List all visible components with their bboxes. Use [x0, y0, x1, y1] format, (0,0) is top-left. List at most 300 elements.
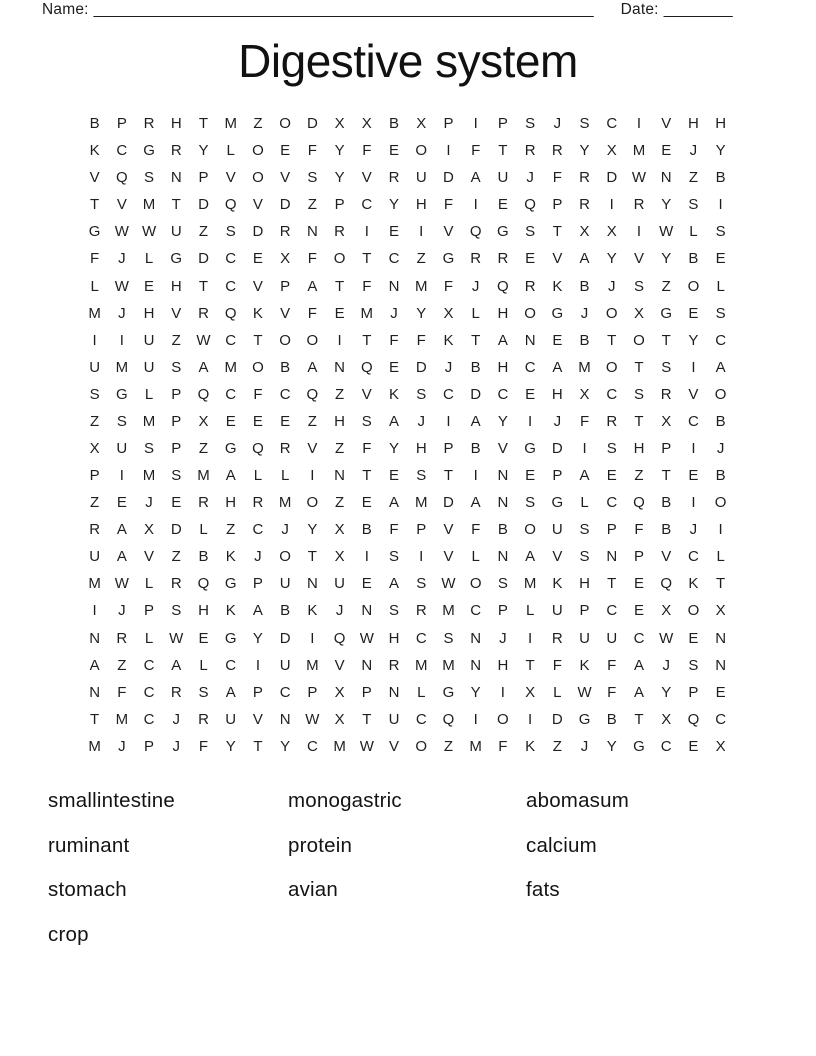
- word-bank-item: monogastric: [288, 789, 402, 812]
- grid-letter: D: [279, 196, 291, 214]
- grid-letter: P: [198, 169, 209, 187]
- grid-row: [81, 462, 735, 489]
- grid-letter: C: [715, 710, 727, 728]
- grid-letter: G: [143, 142, 155, 160]
- grid-letter: I: [473, 467, 478, 485]
- grid-letter: F: [552, 169, 562, 187]
- grid-letter: L: [471, 548, 480, 566]
- grid-letter: A: [307, 358, 318, 376]
- grid-letter: V: [361, 169, 372, 187]
- grid-letter: E: [552, 331, 563, 349]
- grid-letter: J: [689, 142, 698, 160]
- grid-letter: F: [307, 304, 317, 322]
- grid-letter: T: [198, 115, 209, 133]
- grid-letter: X: [633, 304, 644, 322]
- grid-letter: V: [252, 196, 263, 214]
- grid-letter: I: [473, 196, 478, 214]
- grid-letter: C: [606, 602, 618, 620]
- grid-letter: F: [253, 385, 263, 403]
- grid-letter: N: [89, 629, 101, 647]
- grid-letter: Y: [389, 439, 400, 457]
- grid-letter: E: [661, 142, 672, 160]
- grid-letter: E: [280, 142, 291, 160]
- grid-letter: H: [225, 494, 237, 512]
- grid-letter: U: [579, 629, 590, 647]
- grid-letter: E: [225, 412, 236, 430]
- grid-letter: C: [143, 710, 155, 728]
- grid-letter: T: [471, 331, 481, 349]
- grid-letter: Z: [443, 737, 454, 755]
- grid-letter: S: [579, 115, 590, 133]
- grid-letter: D: [443, 169, 454, 187]
- grid-letter: W: [359, 629, 374, 647]
- grid-letter: Q: [442, 710, 455, 728]
- grid-letter: V: [144, 548, 155, 566]
- grid-row: [81, 300, 735, 327]
- grid-letter: W: [114, 575, 129, 593]
- grid-row: [81, 354, 735, 381]
- grid-letter: R: [388, 169, 400, 187]
- word-bank-item: abomasum: [526, 789, 630, 812]
- grid-letter: C: [660, 737, 672, 755]
- grid-letter: S: [633, 385, 644, 403]
- grid-letter: W: [359, 737, 374, 755]
- grid-letter: S: [633, 277, 644, 295]
- grid-letter: S: [525, 223, 536, 241]
- grid-letter: Y: [606, 737, 617, 755]
- grid-letter: C: [252, 521, 264, 539]
- grid-letter: J: [608, 277, 616, 295]
- grid-letter: Y: [280, 737, 291, 755]
- grid-letter: I: [119, 467, 124, 485]
- grid-letter: K: [552, 277, 563, 295]
- word-bank-item: ruminant: [48, 833, 130, 857]
- grid-letter: P: [280, 277, 291, 295]
- grid-letter: V: [497, 439, 508, 457]
- grid-letter: W: [196, 331, 211, 349]
- grid-letter: H: [688, 115, 699, 133]
- grid-letter: E: [171, 494, 182, 512]
- grid-letter: O: [252, 142, 264, 160]
- grid-letter: O: [333, 250, 346, 268]
- grid-letter: M: [360, 304, 374, 322]
- grid-letter: P: [144, 737, 155, 755]
- grid-letter: R: [524, 142, 536, 160]
- grid-letter: P: [443, 439, 454, 457]
- grid-letter: U: [606, 629, 618, 647]
- grid-letter: E: [525, 467, 536, 485]
- grid-letter: X: [715, 737, 726, 755]
- grid-letter: B: [715, 169, 726, 187]
- grid-letter: U: [551, 521, 563, 539]
- grid-letter: M: [88, 575, 101, 593]
- grid-letter: A: [715, 358, 726, 376]
- grid-letter: M: [224, 358, 237, 376]
- grid-letter: I: [92, 331, 97, 349]
- grid-letter: H: [497, 656, 509, 674]
- grid-letter: G: [224, 439, 237, 457]
- grid-letter: F: [443, 277, 454, 295]
- grid-letter: K: [252, 304, 263, 322]
- grid-letter: T: [253, 737, 263, 755]
- grid-letter: D: [415, 358, 427, 376]
- grid-letter: L: [226, 142, 235, 160]
- grid-letter: K: [525, 737, 536, 755]
- grid-letter: S: [416, 385, 427, 403]
- worksheet-header: [42, 1, 733, 19]
- grid-letter: D: [279, 629, 291, 647]
- grid-letter: A: [225, 467, 236, 485]
- grid-row: [81, 245, 735, 272]
- grid-letter: P: [497, 115, 508, 133]
- grid-letter: Z: [334, 385, 345, 403]
- grid-letter: Z: [307, 412, 317, 430]
- grid-letter: X: [661, 412, 672, 430]
- grid-letter: I: [528, 412, 533, 430]
- grid-letter: G: [442, 250, 455, 268]
- grid-letter: E: [606, 467, 617, 485]
- grid-letter: W: [659, 223, 674, 241]
- grid-letter: B: [579, 331, 590, 349]
- grid-letter: I: [446, 142, 451, 160]
- grid-letter: G: [442, 683, 455, 701]
- grid-row: [81, 570, 735, 597]
- grid-letter: Z: [688, 169, 698, 187]
- grid-letter: C: [415, 629, 427, 647]
- grid-letter: K: [89, 142, 100, 160]
- grid-letter: C: [497, 385, 509, 403]
- grid-letter: A: [497, 331, 508, 349]
- grid-letter: I: [364, 223, 369, 241]
- grid-letter: E: [144, 277, 155, 295]
- grid-letter: Q: [224, 196, 237, 214]
- grid-letter: R: [633, 196, 645, 214]
- grid-letter: S: [171, 467, 182, 485]
- grid-letter: X: [416, 115, 427, 133]
- grid-letter: K: [225, 602, 236, 620]
- grid-row: [81, 489, 735, 516]
- grid-letter: F: [579, 412, 590, 430]
- grid-letter: Q: [252, 439, 264, 457]
- grid-letter: R: [170, 683, 182, 701]
- grid-letter: S: [307, 169, 318, 187]
- grid-letter: I: [337, 331, 342, 349]
- word-bank-item: stomach: [48, 878, 127, 901]
- grid-letter: W: [577, 683, 592, 701]
- grid-letter: S: [198, 683, 209, 701]
- grid-letter: Y: [470, 683, 481, 701]
- grid-letter: X: [89, 439, 100, 457]
- grid-row: [81, 435, 735, 462]
- grid-letter: C: [470, 602, 482, 620]
- grid-letter: A: [470, 169, 481, 187]
- grid-letter: P: [416, 521, 427, 539]
- grid-letter: A: [116, 548, 127, 566]
- grid-letter: K: [552, 575, 563, 593]
- word-search-grid: [81, 110, 735, 760]
- grid-letter: T: [198, 277, 209, 295]
- grid-letter: S: [497, 575, 508, 593]
- grid-letter: T: [362, 250, 372, 268]
- grid-letter: O: [252, 169, 264, 187]
- grid-letter: P: [361, 683, 372, 701]
- grid-letter: A: [579, 250, 590, 268]
- grid-letter: Y: [198, 142, 209, 160]
- grid-letter: V: [280, 304, 291, 322]
- grid-letter: T: [525, 656, 535, 674]
- grid-letter: T: [607, 331, 617, 349]
- grid-letter: Q: [524, 196, 536, 214]
- grid-letter: T: [552, 223, 562, 241]
- grid-letter: Q: [687, 710, 700, 728]
- grid-letter: C: [225, 331, 237, 349]
- grid-letter: C: [143, 656, 155, 674]
- grid-letter: E: [688, 304, 699, 322]
- grid-letter: Z: [661, 277, 671, 295]
- grid-row: [81, 597, 735, 624]
- word-bank-item: smallintestine: [48, 789, 175, 812]
- grid-letter: S: [89, 385, 100, 403]
- grid-letter: Q: [469, 223, 482, 241]
- grid-letter: S: [715, 304, 726, 322]
- grid-letter: V: [688, 385, 699, 403]
- grid-letter: K: [389, 385, 400, 403]
- grid-letter: C: [225, 385, 237, 403]
- grid-letter: J: [118, 737, 126, 755]
- grid-letter: V: [443, 548, 454, 566]
- grid-letter: C: [388, 250, 400, 268]
- grid-letter: L: [199, 656, 208, 674]
- grid-letter: Y: [661, 250, 672, 268]
- grid-letter: U: [116, 439, 128, 457]
- grid-letter: T: [90, 710, 100, 728]
- grid-letter: P: [443, 115, 454, 133]
- grid-letter: J: [390, 304, 398, 322]
- grid-letter: T: [607, 575, 617, 593]
- grid-letter: C: [225, 250, 237, 268]
- grid-letter: V: [252, 277, 263, 295]
- grid-letter: N: [470, 629, 482, 647]
- grid-letter: O: [469, 575, 482, 593]
- grid-letter: A: [252, 602, 263, 620]
- grid-letter: I: [419, 223, 424, 241]
- grid-letter: G: [224, 575, 237, 593]
- grid-letter: F: [607, 656, 617, 674]
- word-bank-item: protein: [288, 833, 353, 857]
- grid-letter: F: [607, 683, 617, 701]
- grid-letter: L: [716, 548, 725, 566]
- grid-letter: F: [90, 250, 100, 268]
- grid-letter: V: [552, 548, 563, 566]
- grid-letter: O: [605, 304, 618, 322]
- grid-letter: L: [144, 250, 154, 268]
- grid-letter: R: [470, 250, 482, 268]
- grid-letter: R: [143, 115, 155, 133]
- grid-letter: Y: [715, 142, 726, 160]
- grid-letter: S: [171, 602, 182, 620]
- grid-letter: E: [116, 494, 127, 512]
- grid-row: [81, 624, 735, 651]
- grid-letter: H: [198, 602, 209, 620]
- grid-letter: G: [633, 737, 645, 755]
- grid-letter: J: [417, 412, 425, 430]
- grid-letter: W: [305, 710, 320, 728]
- grid-letter: B: [661, 494, 672, 512]
- grid-letter: P: [688, 683, 699, 701]
- grid-letter: G: [660, 304, 673, 322]
- grid-letter: E: [252, 250, 263, 268]
- grid-letter: L: [253, 467, 263, 485]
- grid-letter: Z: [171, 331, 181, 349]
- word-bank-item: crop: [48, 922, 89, 946]
- grid-letter: F: [498, 737, 508, 755]
- grid-letter: Y: [334, 169, 345, 187]
- grid-letter: J: [172, 737, 181, 755]
- grid-letter: S: [688, 656, 699, 674]
- grid-letter: A: [198, 358, 209, 376]
- grid-letter: D: [306, 115, 318, 133]
- grid-letter: I: [500, 683, 505, 701]
- grid-row: [81, 706, 735, 733]
- grid-letter: N: [279, 710, 291, 728]
- grid-letter: A: [633, 683, 644, 701]
- grid-letter: N: [497, 494, 509, 512]
- grid-letter: B: [497, 521, 508, 539]
- grid-letter: M: [88, 737, 101, 755]
- grid-letter: I: [691, 494, 696, 512]
- grid-letter: B: [606, 710, 617, 728]
- grid-letter: Q: [197, 575, 210, 593]
- grid-letter: G: [524, 439, 536, 457]
- grid-letter: C: [306, 737, 318, 755]
- grid-letter: O: [605, 358, 618, 376]
- grid-letter: T: [253, 331, 263, 349]
- grid-letter: F: [389, 521, 399, 539]
- grid-letter: C: [361, 196, 373, 214]
- grid-row: [81, 543, 735, 570]
- grid-letter: J: [662, 656, 670, 674]
- grid-letter: O: [714, 494, 727, 512]
- grid-letter: D: [443, 494, 454, 512]
- grid-letter: Z: [198, 223, 209, 241]
- grid-letter: J: [172, 710, 181, 728]
- grid-letter: V: [361, 385, 372, 403]
- grid-letter: O: [306, 331, 319, 349]
- grid-row: [81, 679, 735, 706]
- grid-letter: X: [579, 385, 590, 403]
- grid-letter: E: [334, 304, 345, 322]
- grid-letter: S: [606, 439, 617, 457]
- grid-letter: B: [688, 250, 699, 268]
- grid-letter: F: [552, 656, 562, 674]
- grid-letter: N: [715, 629, 727, 647]
- grid-letter: A: [389, 494, 400, 512]
- grid-letter: U: [415, 169, 427, 187]
- grid-letter: T: [362, 467, 372, 485]
- grid-letter: S: [688, 196, 699, 214]
- grid-letter: T: [443, 467, 454, 485]
- grid-letter: N: [660, 169, 672, 187]
- grid-letter: X: [334, 683, 345, 701]
- grid-letter: E: [252, 412, 263, 430]
- grid-letter: Q: [660, 575, 673, 593]
- grid-row: [81, 733, 735, 760]
- grid-letter: J: [118, 304, 126, 322]
- grid-letter: W: [441, 575, 456, 593]
- grid-letter: I: [528, 710, 533, 728]
- grid-letter: H: [551, 385, 563, 403]
- grid-letter: O: [415, 142, 428, 160]
- grid-letter: R: [198, 304, 209, 322]
- grid-letter: H: [334, 412, 345, 430]
- grid-row: [81, 110, 735, 137]
- grid-letter: G: [224, 629, 237, 647]
- grid-row: [81, 191, 735, 218]
- date-blank-line: ________: [663, 1, 733, 18]
- grid-letter: S: [525, 494, 536, 512]
- grid-letter: A: [389, 575, 400, 593]
- grid-letter: P: [334, 196, 345, 214]
- grid-letter: T: [661, 467, 671, 485]
- grid-letter: A: [307, 277, 318, 295]
- grid-letter: P: [171, 439, 182, 457]
- grid-letter: Q: [224, 304, 237, 322]
- grid-letter: C: [143, 683, 155, 701]
- grid-letter: G: [551, 304, 564, 322]
- grid-letter: I: [92, 602, 97, 620]
- grid-letter: H: [415, 196, 427, 214]
- grid-letter: R: [334, 223, 345, 241]
- grid-letter: F: [634, 521, 644, 539]
- grid-letter: T: [634, 412, 644, 430]
- grid-letter: U: [497, 169, 509, 187]
- grid-letter: Q: [633, 494, 645, 512]
- grid-letter: R: [606, 412, 618, 430]
- grid-letter: M: [414, 656, 428, 674]
- grid-letter: Y: [661, 683, 672, 701]
- grid-letter: D: [198, 250, 209, 268]
- grid-letter: R: [579, 169, 590, 187]
- grid-letter: H: [388, 629, 400, 647]
- grid-letter: C: [715, 331, 727, 349]
- grid-letter: F: [307, 142, 317, 160]
- grid-letter: G: [578, 710, 591, 728]
- grid-letter: C: [225, 656, 237, 674]
- grid-letter: L: [716, 277, 725, 295]
- grid-letter: V: [661, 115, 672, 133]
- grid-letter: Q: [333, 629, 346, 647]
- grid-letter: Y: [661, 196, 672, 214]
- grid-letter: C: [225, 277, 237, 295]
- grid-letter: I: [718, 521, 723, 539]
- grid-letter: Z: [634, 467, 644, 485]
- grid-letter: X: [606, 223, 617, 241]
- grid-letter: P: [116, 115, 127, 133]
- grid-letter: J: [118, 250, 126, 268]
- grid-letter: O: [306, 494, 319, 512]
- grid-letter: O: [415, 737, 428, 755]
- grid-letter: X: [334, 710, 345, 728]
- grid-letter: A: [116, 521, 127, 539]
- grid-letter: B: [470, 358, 481, 376]
- grid-letter: W: [169, 629, 184, 647]
- grid-letter: N: [715, 656, 727, 674]
- grid-letter: X: [579, 223, 590, 241]
- grid-letter: M: [142, 412, 156, 430]
- grid-letter: P: [144, 602, 155, 620]
- grid-letter: K: [225, 548, 236, 566]
- grid-letter: U: [89, 358, 101, 376]
